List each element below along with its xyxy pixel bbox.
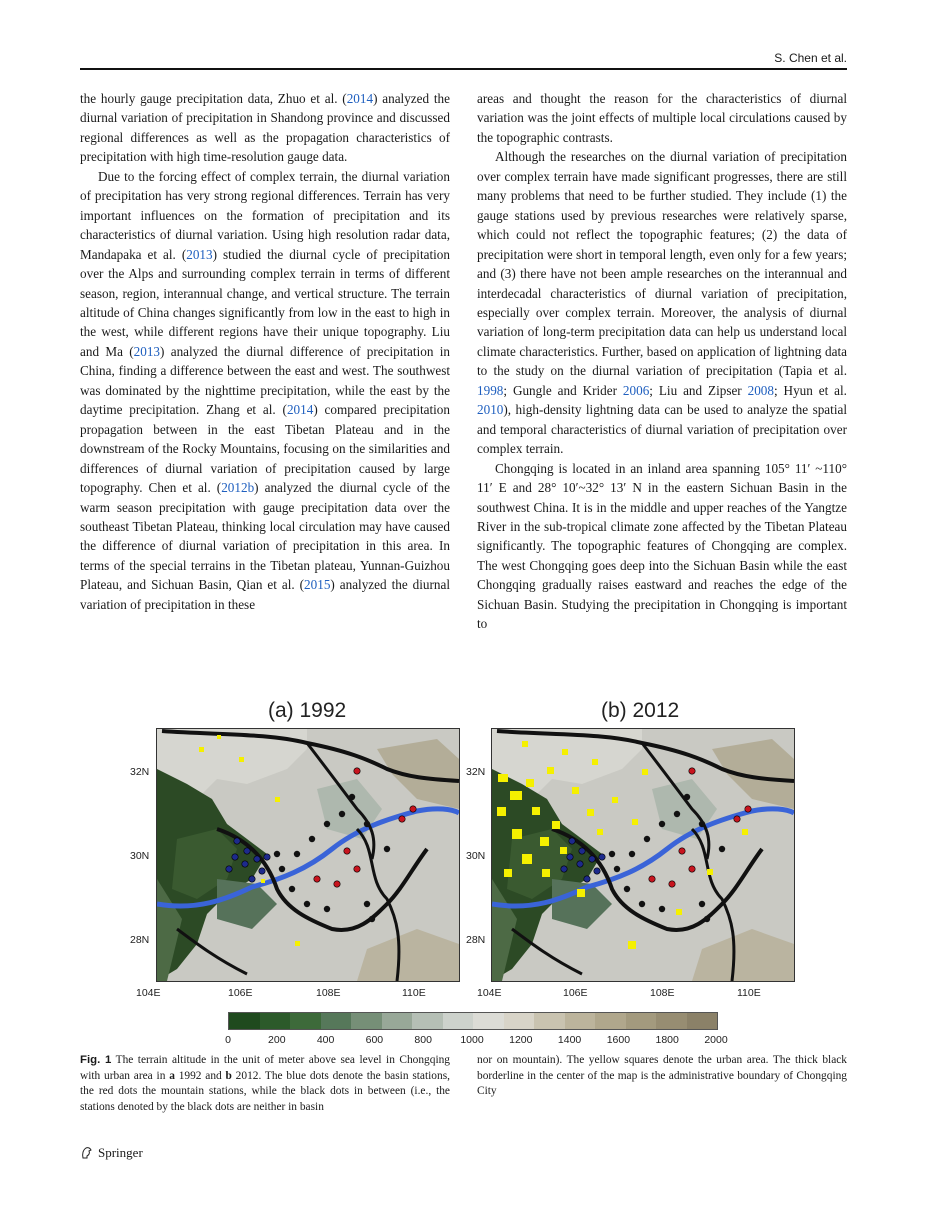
- terrain-map-a: [157, 729, 459, 981]
- lat-label: 28N: [466, 934, 486, 946]
- citation-link[interactable]: 2013: [133, 343, 161, 359]
- header-rule: [80, 68, 847, 70]
- paragraph: Although the researches on the diurnal variation of precipitation over complex terrain have made significant progresses, there are still many problems that need to be further studied. They include (1) the gauge stations used by previous researches were relatively sparse, which could not reflect the topographic features; (2) the data of precipitation were short in temporal length, even only for a few years; and (3) there have not been ample researches on the interannual and interdecadal characteristics of diurnal variation of precipitation, especially over complex terrain. Moreover, the analysis of diurnal variation of long-term precipitation data can help us understand local climate characteristics. Further, based on application of lightning data to the study on the diurnal variation of precipitation (Tapia et al. 1998; Gungle and Krider 2006; Liu and Zipser 2008; Hyun et al. 2010), high-density lightning data can be used to analyze the spatial and temporal characteristics of diurnal variation of precipitation over complex terrain.: [477, 149, 847, 457]
- colorbar-segment: [382, 1013, 413, 1029]
- publisher-footer: [80, 1145, 143, 1161]
- colorbar-segment: [351, 1013, 382, 1029]
- colorbar-tick-label: 1200: [509, 1034, 533, 1046]
- colorbar-segment: [290, 1013, 321, 1029]
- paragraph: areas and thought the reason for the characteristics of diurnal variation was the joint effects of multiple local circulations caused by the topographic contrasts.: [477, 91, 847, 145]
- citation-link[interactable]: 2010: [477, 402, 504, 418]
- colorbar-tick-label: 2000: [704, 1034, 728, 1046]
- colorbar-segment: [473, 1013, 504, 1029]
- figure-caption: Fig. 1 The terrain altitude in the unit of meter above sea level in Chongqing with urban area in a 1992 and b 2012. The blue dots denote the basin stations, the red dots the mountain stations, while the black dots in between (i.e., the stations denoted by the black dots are neither in basin: [80, 1054, 450, 1113]
- lat-label: 32N: [130, 766, 150, 778]
- lon-label: 104E: [477, 987, 502, 999]
- citation-link[interactable]: 2008: [747, 382, 774, 398]
- colorbar-tick-label: 1600: [606, 1034, 631, 1046]
- colorbar-tick-label: 200: [268, 1034, 286, 1046]
- lon-label: 104E: [136, 987, 161, 999]
- lon-label: 106E: [563, 987, 588, 999]
- colorbar-segment: [260, 1013, 291, 1029]
- colorbar-tick-label: 1000: [460, 1034, 484, 1046]
- lat-label: 30N: [130, 850, 150, 862]
- colorbar-segment: [626, 1013, 657, 1029]
- publisher-name: Springer: [98, 1145, 143, 1160]
- citation-link[interactable]: 1998: [477, 382, 504, 398]
- colorbar-segment: [229, 1013, 260, 1029]
- lon-label: 108E: [316, 987, 341, 999]
- elevation-colorbar: [228, 1012, 718, 1030]
- citation-link[interactable]: 2013: [186, 246, 213, 262]
- lon-label: 110E: [737, 987, 761, 999]
- colorbar-segment: [565, 1013, 596, 1029]
- citation-link[interactable]: 2014: [346, 91, 374, 106]
- panel-b-title: (b) 2012: [601, 699, 680, 722]
- map-panel-a: [156, 728, 460, 982]
- citation-link[interactable]: 2014: [286, 402, 314, 418]
- colorbar-tick-label: 600: [365, 1034, 384, 1046]
- citation-link[interactable]: 2012b: [221, 480, 255, 496]
- lat-label: 32N: [466, 766, 486, 778]
- colorbar-segment: [443, 1013, 474, 1029]
- lon-label: 110E: [402, 987, 426, 999]
- figure-label: Fig. 1: [80, 1054, 112, 1066]
- paragraph: the hourly gauge precipitation data, Zhuo et al. (2014) analyzed the diurnal variation of precipitation in Shandong province and discussed regional differences as well as the propagation characteristics of precipitation with high time-resolution gauge data.: [80, 91, 450, 165]
- paragraph: Due to the forcing effect of complex terrain, the diurnal variation of precipitation has very strong regional differences. Terrain has very important influences on the formation of precipitation and its characteristics of diurnal variation. Using high resolution radar data, Mandapaka et al. (2013) studied the diurnal cycle of precipitation over the Alps and surrounding complex terrain in terms of different season, region, interannual change, and vertical structure. The terrain altitude of China changes significantly from low in the east to high in the west, while different regions have their unique topography. Liu and Ma (2013) analyzed the diurnal difference of precipitation in China, finding a difference between the east and west. The southwest was dominated by the nighttime precipitation, while the east by the daytime precipitation. Zhang et al. (2014) compared precipitation propagation between in the east Tibetan Plateau and in the downstream of the Rocky Mountains, focusing on the similarities and differences of diurnal variation of precipitation caused by large topography. Chen et al. (2012b) analyzed the diurnal cycle of the warm season precipitation with gauge precipitation data over the southeast Tibetan Plateau, thinking local circulation may have caused the difference of diurnal variation of precipitation in this area. In terms of the special terrains in the Tibetan plateau, Yunnan-Guizhou Plateau, and Sichuan Basin, Qian et al. (2015) analyzed the diurnal variation of precipitation in these: [80, 168, 450, 612]
- colorbar-tick-label: 1400: [557, 1034, 582, 1046]
- paragraph: Chongqing is located in an inland area spanning 105° 11′ ~110° 11′ E and 28° 10′~32° 13′ N in the eastern Sichuan Basin in the southwest China. It is in the middle and upper reaches of the Yangtze River in the sub-tropical climate zone affected by the Tibetan Plateau significantly. The topographic features of Chongqing are complex. The west Chongqing goes deep into the Sichuan Basin while the east Chongqing gradually raises eastward and reaches the edge of the Sichuan Basin. Studying the precipitation in Chongqing is important to: [477, 460, 847, 632]
- colorbar-segment: [412, 1013, 443, 1029]
- colorbar-tick-label: 1800: [655, 1034, 679, 1046]
- terrain-map-b: [492, 729, 794, 981]
- figure-1: [120, 694, 810, 1046]
- left-column: [80, 89, 450, 614]
- springer-horse-icon: [80, 1146, 94, 1160]
- lat-label: 30N: [466, 850, 486, 862]
- colorbar-segment: [504, 1013, 535, 1029]
- citation-link[interactable]: 2015: [304, 577, 331, 593]
- figure-caption-continued: nor on mountain). The yellow squares denote the urban area. The thick black borderline in the center of the map is the administrative boundary of Chongqing City: [477, 1054, 847, 1098]
- colorbar-segment: [687, 1013, 718, 1029]
- colorbar-tick-label: 400: [316, 1034, 335, 1046]
- right-column: [477, 89, 847, 634]
- lon-label: 108E: [650, 987, 675, 999]
- lat-label: 28N: [130, 934, 150, 946]
- citation-link[interactable]: 2006: [622, 382, 650, 398]
- panel-a-title: (a) 1992: [268, 699, 347, 722]
- colorbar-segment: [595, 1013, 626, 1029]
- colorbar-segment: [534, 1013, 565, 1029]
- colorbar-segment: [656, 1013, 687, 1029]
- colorbar-tick-label: 0: [225, 1034, 231, 1046]
- lon-label: 106E: [228, 987, 253, 999]
- colorbar-tick-label: 800: [414, 1034, 432, 1046]
- map-panel-b: [491, 728, 795, 982]
- running-header-author: S. Chen et al.: [774, 51, 847, 65]
- colorbar-segment: [321, 1013, 352, 1029]
